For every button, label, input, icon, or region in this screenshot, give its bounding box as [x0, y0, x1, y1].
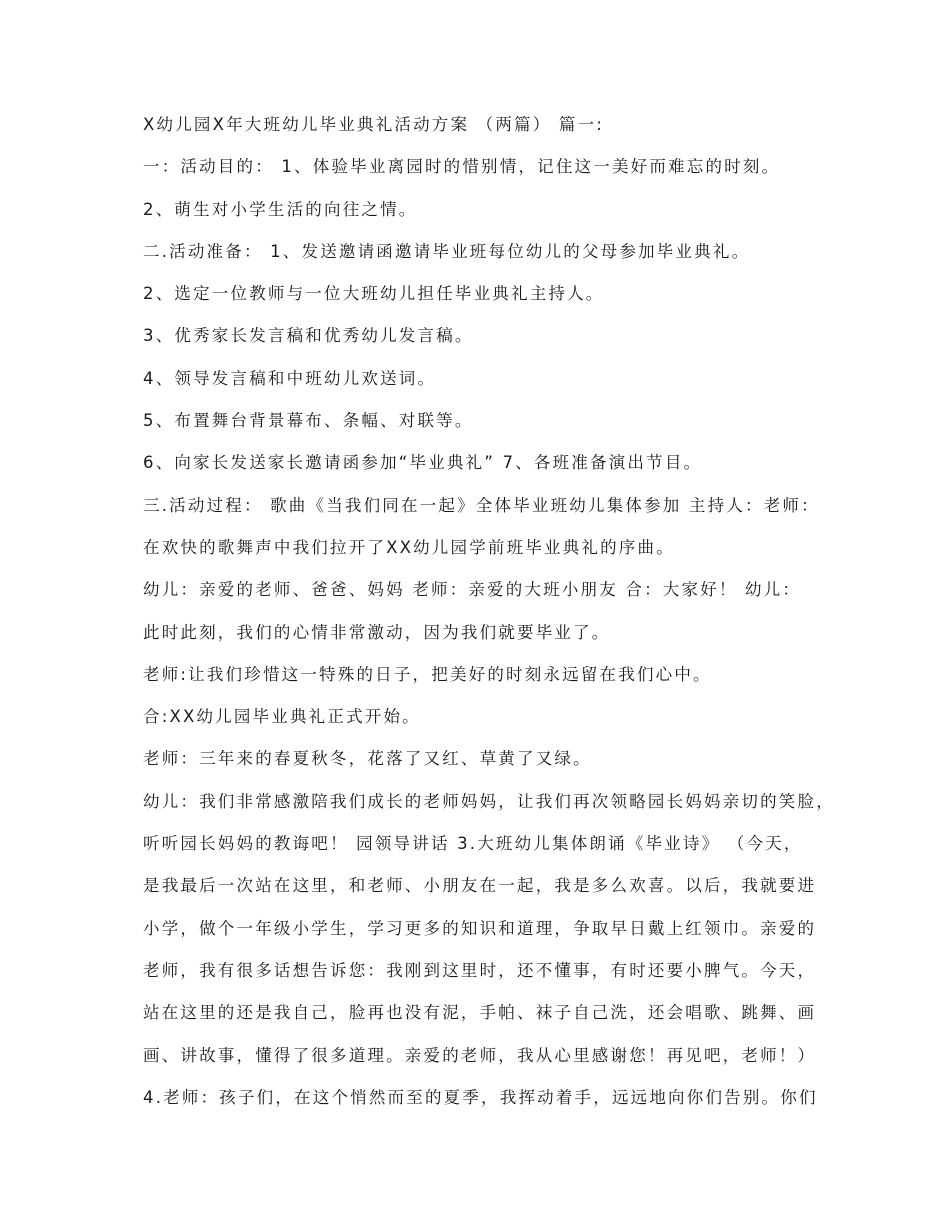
text-line: 5、布置舞台背景幕布、条幅、对联等。 — [143, 411, 474, 431]
text-line: 老师：三年来的春夏秋冬，花落了又红、草黄了又绿。 — [143, 749, 592, 769]
text-line: 二.活动准备： 1、发送邀请函邀请毕业班每位幼儿的父母参加毕业典礼。 — [143, 241, 751, 261]
text-line: 合:XX幼儿园毕业典礼正式开始。 — [143, 707, 421, 727]
text-line: 在欢快的歌舞声中我们拉开了XX幼儿园学前班毕业典礼的序曲。 — [143, 537, 675, 557]
text-line: 6、向家长发送家长邀请函参加“毕业典礼” 7、各班准备演出节目。 — [143, 453, 703, 473]
text-line: 幼儿：亲爱的老师、爸爸、妈妈 老师：亲爱的大班小朋友 合：大家好！ 幼儿： — [143, 580, 802, 600]
text-line: 此时此刻，我们的心情非常激动，因为我们就要毕业了。 — [143, 622, 611, 642]
text-line: 2、萌生对小学生活的向往之情。 — [143, 199, 418, 219]
text-line: 站在这里的还是我自己，脸再也没有泥，手帕、袜子自己洗，还会唱歌、跳舞、画 — [143, 1003, 817, 1023]
text-line: 老师:让我们珍惜这一特殊的日子，把美好的时刻永远留在我们心中。 — [143, 664, 712, 684]
text-line: 是我最后一次站在这里，和老师、小朋友在一起，我是多么欢喜。以后，我就要进 — [143, 876, 817, 896]
text-line: 4、领导发言稿和中班幼儿欢送词。 — [143, 368, 437, 388]
document-body — [143, 106, 833, 1121]
text-line: 听听园长妈妈的教诲吧！ 园领导讲话 3.大班幼儿集体朗诵《毕业诗》 （今天， — [143, 834, 803, 854]
text-line: 2、选定一位教师与一位大班幼儿担任毕业典礼主持人。 — [143, 284, 605, 304]
text-line: 画、讲故事，懂得了很多道理。亲爱的老师，我从心里感谢您！再见吧，老师！） — [143, 1045, 817, 1065]
text-line: 4.老师：孩子们，在这个悄然而至的夏季，我挥动着手，远远地向你们告别。你们 — [143, 1087, 818, 1107]
text-line: 小学，做个一年级小学生，学习更多的知识和道理，争取早日戴上红领巾。亲爱的 — [143, 918, 817, 938]
text-line: 三.活动过程： 歌曲《当我们同在一起》全体毕业班幼儿集体参加 主持人：老师： — [143, 495, 820, 515]
text-line: 一：活动目的： 1、体验毕业离园时的惜别情，记住这一美好而难忘的时刻。 — [143, 157, 781, 177]
text-line: 3、优秀家长发言稿和优秀幼儿发言稿。 — [143, 326, 474, 346]
text-line: 老师，我有很多话想告诉您：我刚到这里时，还不懂事，有时还要小脾气。今天， — [143, 960, 817, 980]
document-title-line: X幼儿园X年大班幼儿毕业典礼活动方案 （两篇） 篇一: — [143, 115, 605, 134]
text-line: 幼儿：我们非常感激陪我们成长的老师妈妈，让我们再次领略园长妈妈亲切的笑脸， — [143, 791, 835, 811]
